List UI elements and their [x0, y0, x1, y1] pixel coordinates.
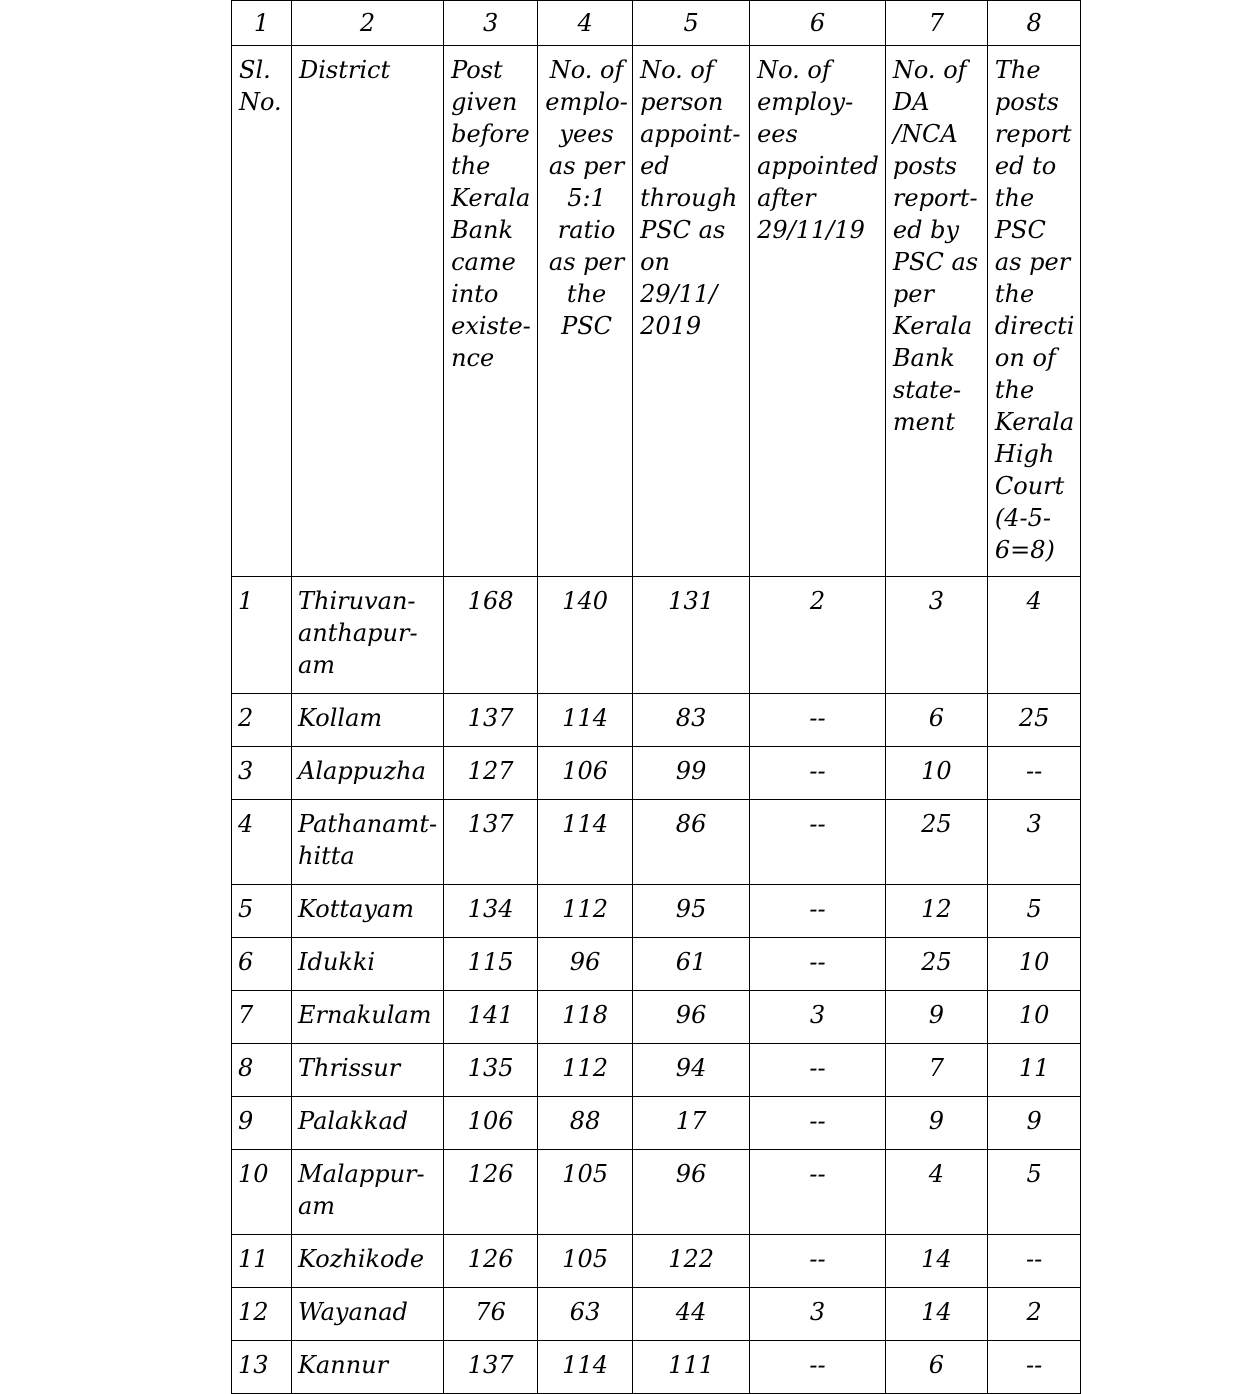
appointed-psc-cell: 99 [633, 747, 750, 800]
appointed-after-cell: -- [750, 747, 886, 800]
table-row [232, 1235, 1081, 1288]
posts-reported-cell: 10 [987, 938, 1080, 991]
appointed-psc-cell: 17 [633, 1097, 750, 1150]
appointed-after-cell: 3 [750, 991, 886, 1044]
posts-reported-cell: -- [987, 1341, 1080, 1394]
da-nca-posts-cell: 6 [885, 694, 987, 747]
post-given-cell: 76 [444, 1288, 538, 1341]
post-given-cell: 135 [444, 1044, 538, 1097]
appointed-psc-cell: 83 [633, 694, 750, 747]
employees-ratio-cell: 114 [538, 800, 633, 885]
sl-no-cell: 6 [232, 938, 292, 991]
da-nca-posts-cell: 10 [885, 747, 987, 800]
district-cell: Thrissur [292, 1044, 444, 1097]
post-given-cell: 141 [444, 991, 538, 1044]
employees-ratio-cell: 140 [538, 577, 633, 694]
employees-ratio-cell: 114 [538, 694, 633, 747]
post-given-cell: 126 [444, 1235, 538, 1288]
district-cell: Ernakulam [292, 991, 444, 1044]
appointed-after-cell: -- [750, 1150, 886, 1235]
district-cell: Thiruvan-anthapur-am [292, 577, 444, 694]
appointed-psc-cell: 44 [633, 1288, 750, 1341]
da-nca-posts-cell: 9 [885, 1097, 987, 1150]
sl-no-cell: 13 [232, 1341, 292, 1394]
district-posts-table-container [231, 0, 1081, 1394]
da-nca-posts-cell: 14 [885, 1288, 987, 1341]
employees-ratio-cell: 106 [538, 747, 633, 800]
appointed-after-cell: -- [750, 938, 886, 991]
da-nca-posts-cell: 3 [885, 577, 987, 694]
da-nca-posts-cell: 25 [885, 800, 987, 885]
post-given-cell: 127 [444, 747, 538, 800]
table-row [232, 694, 1081, 747]
table-row [232, 800, 1081, 885]
column-number-cell: 8 [987, 1, 1080, 46]
table-row [232, 1097, 1081, 1150]
employees-ratio-cell: 96 [538, 938, 633, 991]
appointed-psc-cell: 96 [633, 991, 750, 1044]
posts-reported-cell: 9 [987, 1097, 1080, 1150]
posts-reported-cell: 25 [987, 694, 1080, 747]
employees-ratio-cell: 114 [538, 1341, 633, 1394]
posts-reported-cell: 3 [987, 800, 1080, 885]
column-number-cell: 2 [292, 1, 444, 46]
district-cell: Kannur [292, 1341, 444, 1394]
sl-no-cell: 12 [232, 1288, 292, 1341]
appointed-after-cell: -- [750, 1044, 886, 1097]
posts-reported-cell: 5 [987, 885, 1080, 938]
header-posts-reported: The posts report ed to the PSC as per the directi on of the Kerala High Court (4-5-6=8) [987, 46, 1080, 577]
post-given-cell: 126 [444, 1150, 538, 1235]
sl-no-cell: 8 [232, 1044, 292, 1097]
employees-ratio-cell: 112 [538, 1044, 633, 1097]
sl-no-cell: 1 [232, 577, 292, 694]
posts-reported-cell: -- [987, 747, 1080, 800]
employees-ratio-cell: 105 [538, 1235, 633, 1288]
appointed-after-cell: -- [750, 800, 886, 885]
column-number-cell: 4 [538, 1, 633, 46]
column-number-cell: 6 [750, 1, 886, 46]
table-row [232, 1288, 1081, 1341]
sl-no-cell: 2 [232, 694, 292, 747]
header-appointed-after: No. of employ-ees appointed after 29/11/19 [750, 46, 886, 577]
header-row [232, 46, 1081, 577]
sl-no-cell: 5 [232, 885, 292, 938]
district-cell: Kollam [292, 694, 444, 747]
post-given-cell: 137 [444, 1341, 538, 1394]
sl-no-cell: 11 [232, 1235, 292, 1288]
sl-no-cell: 7 [232, 991, 292, 1044]
employees-ratio-cell: 63 [538, 1288, 633, 1341]
header-da-nca-posts: No. of DA /NCA posts report-ed by PSC as per Kerala Bank state-ment [885, 46, 987, 577]
posts-reported-cell: 10 [987, 991, 1080, 1044]
employees-ratio-cell: 118 [538, 991, 633, 1044]
appointed-psc-cell: 96 [633, 1150, 750, 1235]
appointed-psc-cell: 111 [633, 1341, 750, 1394]
da-nca-posts-cell: 9 [885, 991, 987, 1044]
employees-ratio-cell: 105 [538, 1150, 633, 1235]
header-appointed-psc: No. of person appoint-ed through PSC as on 29/11/ 2019 [633, 46, 750, 577]
district-posts-table [231, 0, 1081, 1394]
employees-ratio-cell: 112 [538, 885, 633, 938]
da-nca-posts-cell: 4 [885, 1150, 987, 1235]
table-row [232, 1044, 1081, 1097]
post-given-cell: 106 [444, 1097, 538, 1150]
district-cell: Kozhikode [292, 1235, 444, 1288]
district-cell: Kottayam [292, 885, 444, 938]
appointed-after-cell: 2 [750, 577, 886, 694]
employees-ratio-cell: 88 [538, 1097, 633, 1150]
sl-no-cell: 10 [232, 1150, 292, 1235]
table-row [232, 747, 1081, 800]
da-nca-posts-cell: 7 [885, 1044, 987, 1097]
header-employees-ratio: No. of emplo-yees as per 5:1 ratio as per the PSC [538, 46, 633, 577]
appointed-psc-cell: 86 [633, 800, 750, 885]
column-number-cell: 5 [633, 1, 750, 46]
table-row [232, 991, 1081, 1044]
appointed-after-cell: -- [750, 1341, 886, 1394]
post-given-cell: 134 [444, 885, 538, 938]
appointed-after-cell: -- [750, 885, 886, 938]
sl-no-cell: 3 [232, 747, 292, 800]
posts-reported-cell: 11 [987, 1044, 1080, 1097]
post-given-cell: 168 [444, 577, 538, 694]
appointed-after-cell: -- [750, 1235, 886, 1288]
table-row [232, 577, 1081, 694]
posts-reported-cell: -- [987, 1235, 1080, 1288]
post-given-cell: 137 [444, 800, 538, 885]
appointed-psc-cell: 131 [633, 577, 750, 694]
da-nca-posts-cell: 6 [885, 1341, 987, 1394]
appointed-after-cell: -- [750, 694, 886, 747]
column-number-cell: 7 [885, 1, 987, 46]
da-nca-posts-cell: 25 [885, 938, 987, 991]
sl-no-cell: 9 [232, 1097, 292, 1150]
district-cell: Wayanad [292, 1288, 444, 1341]
table-row [232, 938, 1081, 991]
column-number-cell: 1 [232, 1, 292, 46]
table-row [232, 1341, 1081, 1394]
appointed-after-cell: -- [750, 1097, 886, 1150]
table-row [232, 885, 1081, 938]
post-given-cell: 115 [444, 938, 538, 991]
appointed-psc-cell: 61 [633, 938, 750, 991]
district-cell: Alappuzha [292, 747, 444, 800]
header-post-given: Post given before the Kerala Bank came into existe-nce [444, 46, 538, 577]
district-cell: Palakkad [292, 1097, 444, 1150]
column-number-row [232, 1, 1081, 46]
posts-reported-cell: 4 [987, 577, 1080, 694]
appointed-psc-cell: 122 [633, 1235, 750, 1288]
appointed-psc-cell: 94 [633, 1044, 750, 1097]
appointed-psc-cell: 95 [633, 885, 750, 938]
post-given-cell: 137 [444, 694, 538, 747]
district-cell: Idukki [292, 938, 444, 991]
header-sl-no: Sl. No. [232, 46, 292, 577]
column-number-cell: 3 [444, 1, 538, 46]
district-cell: Pathanamt-hitta [292, 800, 444, 885]
appointed-after-cell: 3 [750, 1288, 886, 1341]
district-cell: Malappur-am [292, 1150, 444, 1235]
posts-reported-cell: 2 [987, 1288, 1080, 1341]
header-district: District [292, 46, 444, 577]
sl-no-cell: 4 [232, 800, 292, 885]
posts-reported-cell: 5 [987, 1150, 1080, 1235]
da-nca-posts-cell: 12 [885, 885, 987, 938]
da-nca-posts-cell: 14 [885, 1235, 987, 1288]
table-row [232, 1150, 1081, 1235]
